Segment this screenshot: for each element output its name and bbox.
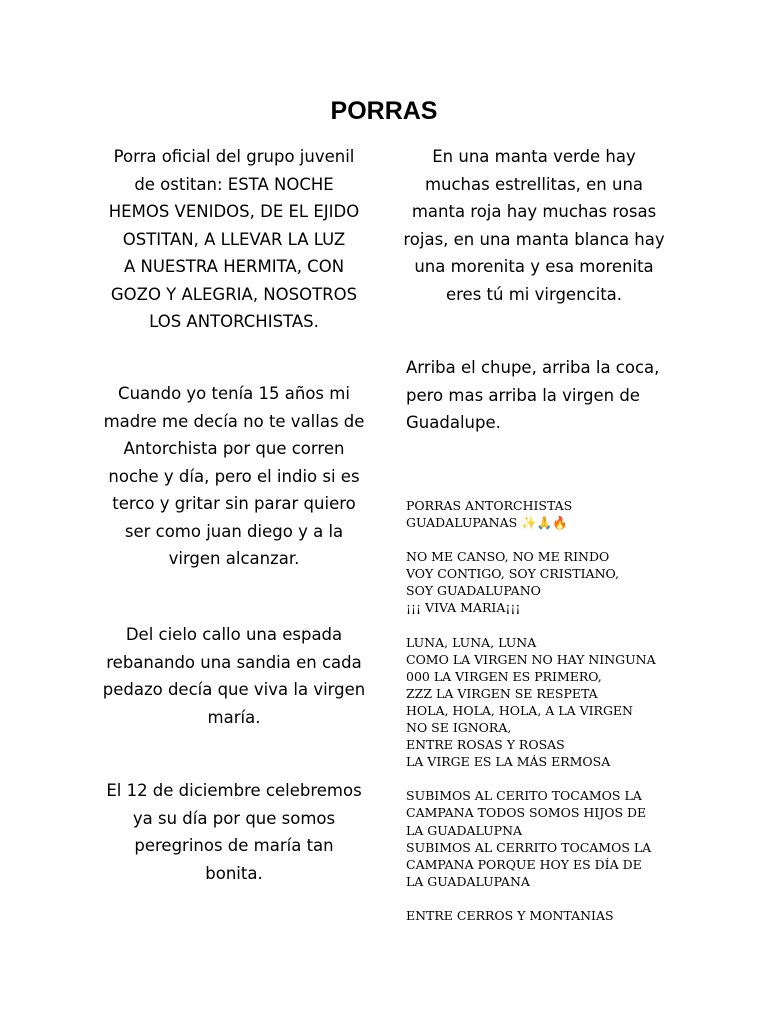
text-line: rebanando una sandia en cada <box>106 652 362 672</box>
left-paragraph-3 <box>100 621 368 731</box>
text-line: eres tú mi virgencita. <box>445 284 623 304</box>
text-line: rojas, en una manta blanca hay <box>403 229 665 249</box>
text-line: muchas estrellitas, en una <box>424 174 644 194</box>
text-line: OSTITAN, A LLEVAR LA LUZ <box>122 229 346 249</box>
text-line: Guadalupe. <box>406 413 501 432</box>
text-line: PORRAS ANTORCHISTAS <box>406 498 573 513</box>
left-paragraph-2 <box>100 380 368 573</box>
text-line: CAMPANA PORQUE HOY ES DÍA DE <box>406 856 642 872</box>
text-line: maría. <box>207 707 261 727</box>
text-line: 000 LA VIRGEN ES PRIMERO, <box>406 668 602 684</box>
text-line: manta roja hay muchas rosas <box>411 202 657 221</box>
text-line: HOLA, HOLA, HOLA, A LA VIRGEN <box>406 702 633 718</box>
text-line: LA GUADALUPANA <box>406 873 530 889</box>
text-line: ¡¡¡ VIVA MARIA¡¡¡ <box>406 600 521 616</box>
stanza <box>406 907 668 924</box>
text-line: Del cielo callo una espada <box>125 625 343 644</box>
text-line: peregrinos de maría tan <box>134 836 334 855</box>
text-line: ENTRE ROSAS Y ROSAS <box>406 737 565 753</box>
text-line: Cuando yo tenía 15 años mi <box>118 384 350 403</box>
page-title: PORRAS <box>330 97 438 125</box>
stanza <box>406 634 668 771</box>
text-line: ser como juan diego y a la <box>124 521 344 541</box>
stanza <box>406 787 668 890</box>
text-line: pedazo decía que viva la virgen <box>102 680 366 699</box>
text-line: LA VIRGE ES LA MÁS ERMOSA <box>406 754 611 770</box>
text-line: noche y día, pero el indio si es <box>108 466 360 486</box>
text-line: NO SE IGNORA, <box>406 720 512 736</box>
text-line: SUBIMOS AL CERRITO TOCAMOS LA <box>406 839 652 855</box>
right-paragraph-1 <box>400 143 668 308</box>
text-line: una morenita y esa morenita <box>414 257 654 276</box>
text-line: A NUESTRA HERMITA, CON <box>123 257 345 276</box>
text-line: ya su día por que somos <box>132 808 336 828</box>
text-line: LA GUADALUPNA <box>406 822 523 838</box>
text-line: bonita. <box>205 863 263 883</box>
text-line: Arriba el chupe, arriba la coca, <box>406 358 660 377</box>
porras-antorchistas-block <box>406 497 668 941</box>
text-line: CAMPANA TODOS SOMOS HIJOS DE <box>406 805 647 821</box>
text-line: LOS ANTORCHISTAS. <box>149 312 319 331</box>
left-paragraph-1 <box>100 143 368 336</box>
left-paragraph-4 <box>100 777 368 887</box>
text-line: SOY GUADALUPANO <box>406 583 541 599</box>
text-line: madre me decía no te vallas de <box>103 411 365 431</box>
text-line: Antorchista por que corren <box>123 439 345 458</box>
text-line: LUNA, LUNA, LUNA <box>406 634 537 650</box>
text-line: En una manta verde hay <box>432 147 636 166</box>
right-paragraph-2 <box>406 354 668 437</box>
text-line: GOZO Y ALEGRIA, NOSOTROS <box>110 284 358 304</box>
text-line: NO ME CANSO, NO ME RINDO <box>406 549 610 565</box>
stanza <box>406 548 668 616</box>
text-line: El 12 de diciembre celebremos <box>106 781 362 800</box>
text-line: GUADALUPANAS ✨🙏🔥 <box>406 515 568 531</box>
text-line: COMO LA VIRGEN NO HAY NINGUNA <box>406 651 656 667</box>
stanza-heading <box>406 497 668 531</box>
text-line: ZZZ LA VIRGEN SE RESPETA <box>406 685 598 701</box>
text-line: ENTRE CERROS Y MONTANIAS <box>406 907 614 923</box>
text-line: terco y gritar sin parar quiero <box>112 494 356 513</box>
text-line: HEMOS VENIDOS, DE EL EJIDO <box>108 202 360 221</box>
text-line: de ostitan: ESTA NOCHE <box>134 174 334 194</box>
text-line: SUBIMOS AL CERITO TOCAMOS LA <box>406 788 642 804</box>
text-line: VOY CONTIGO, SOY CRISTIANO, <box>406 566 619 582</box>
text-line: Porra oficial del grupo juvenil <box>113 147 355 166</box>
text-line: virgen alcanzar. <box>168 549 300 568</box>
text-line: pero mas arriba la virgen de <box>406 385 640 405</box>
